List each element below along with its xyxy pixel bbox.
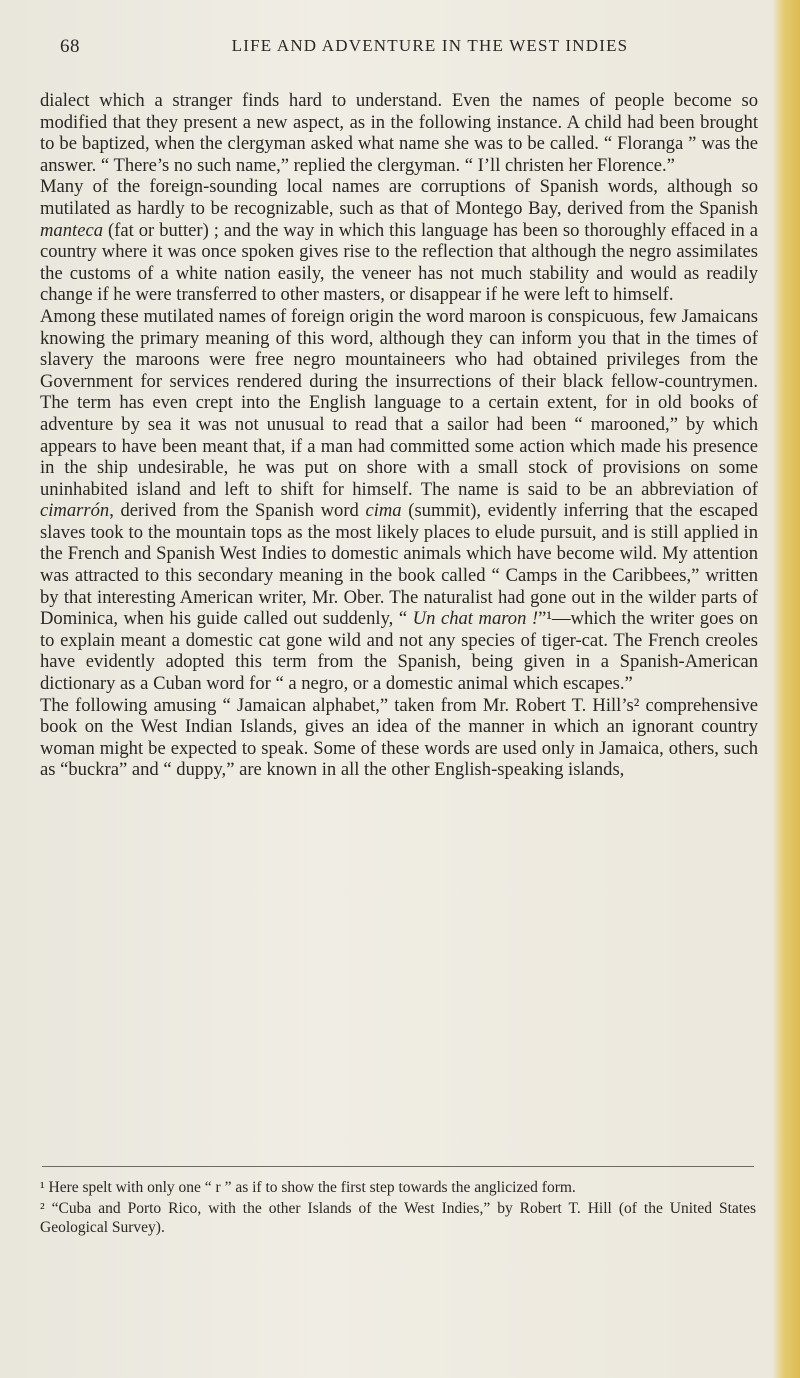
text-run: The following amusing “ Jamaican alphabet,” taken from Mr. Robert T. Hill’s² comprehensive book on the West Indian Islands, gives an idea of the manner in which an ignorant country woman might be expected to speak. Some of these words are used only in Jamaica, others, such as “buckra” and “ duppy,” are known in all the other English-speaking islands, bbox=[40, 694, 758, 781]
page-header bbox=[60, 36, 760, 62]
paragraph bbox=[40, 90, 758, 176]
italic-text: Un chat maron ! bbox=[412, 608, 539, 630]
paragraph bbox=[40, 306, 758, 695]
paragraph bbox=[40, 176, 758, 306]
footnote-rule bbox=[42, 1166, 754, 1167]
text-run: Among these mutilated names of foreign origin the word maroon is conspicuous, few Jamaicans knowing the primary meaning of this word, although they can inform you that in the times of slavery the maroons were free negro mountaineers who had obtained privileges from the Government for services rendered during the insurrections of their black fellow-countrymen. The term has even crept into the English language to a certain extent, for in old books of adventure by sea it was not unusual to read that a sailor had been “ marooned,” by which appears to have been meant that, if a man had committed some action which made his presence in the ship undesirable, he was put on shore with a small stock of provisions on some uninhabited island and left to shift for himself. The name is said to be an abbreviation of bbox=[40, 305, 758, 500]
footnote-1: ¹ Here spelt with only one “ r ” as if to show the first step towards the anglicized form. bbox=[40, 1179, 576, 1196]
page-edge bbox=[772, 0, 800, 1378]
paragraph bbox=[40, 695, 758, 781]
italic-text: manteca bbox=[40, 219, 103, 241]
italic-text: cimarrón bbox=[40, 500, 110, 522]
footnote-2: ² “Cuba and Porto Rico, with the other Islands of the West Indies,” by Robert T. Hill (of the United States Geological Survey). bbox=[40, 1200, 756, 1236]
page-number: 68 bbox=[60, 36, 80, 57]
text-run: (fat or butter) ; and the way in which this language has been so thoroughly effaced in a country where it was once spoken gives rise to the reflection that although the negro assimilates the customs of a white nation easily, the veneer has not much stability and would as readily change if he were transferred to other masters, or disappear if he were left to himself. bbox=[40, 219, 758, 306]
text-run: dialect which a stranger finds hard to understand. Even the names of people become so modified that they present a new aspect, as in the following instance. A child had been brought to be baptized, when the clergyman asked what name she was to be called. “ Floranga ” was the answer. “ There’s no such name,” replied the clergyman. “ I’ll christen her Florence.” bbox=[40, 90, 758, 176]
text-run: , derived from the Spanish word bbox=[109, 500, 366, 522]
text-run: Many of the foreign-sounding local names are corruptions of Spanish words, although so mutilated as hardly to be recognizable, such as that of Montego Bay, derived from the Spanish bbox=[40, 176, 758, 219]
body-text bbox=[40, 90, 758, 781]
running-head: LIFE AND ADVENTURE IN THE WEST INDIES bbox=[231, 36, 629, 55]
text-run: (summit), evidently inferring that the escaped slaves took to the mountain tops as the most likely places to elude pursuit, and is still applied in the French and Spanish West Indies to domestic animals which have become wild. My attention was attracted to this secondary meaning in the book called “ Camps in the Caribbees,” written by that interesting American writer, Mr. Ober. The naturalist had gone out in the wilder parts of Dominica, when his guide called out suddenly, “ bbox=[40, 500, 758, 630]
text-run: ”¹—which the writer goes on to explain meant a domestic cat gone wild and not any species of tiger-cat. The French creoles have evidently adopted this term from the Spanish, being given in a Spanish-American dictionary as a Cuban word for “ a negro, or a domestic animal which escapes.” bbox=[40, 608, 759, 695]
footnotes bbox=[40, 1178, 756, 1239]
italic-text: cima bbox=[365, 500, 402, 522]
